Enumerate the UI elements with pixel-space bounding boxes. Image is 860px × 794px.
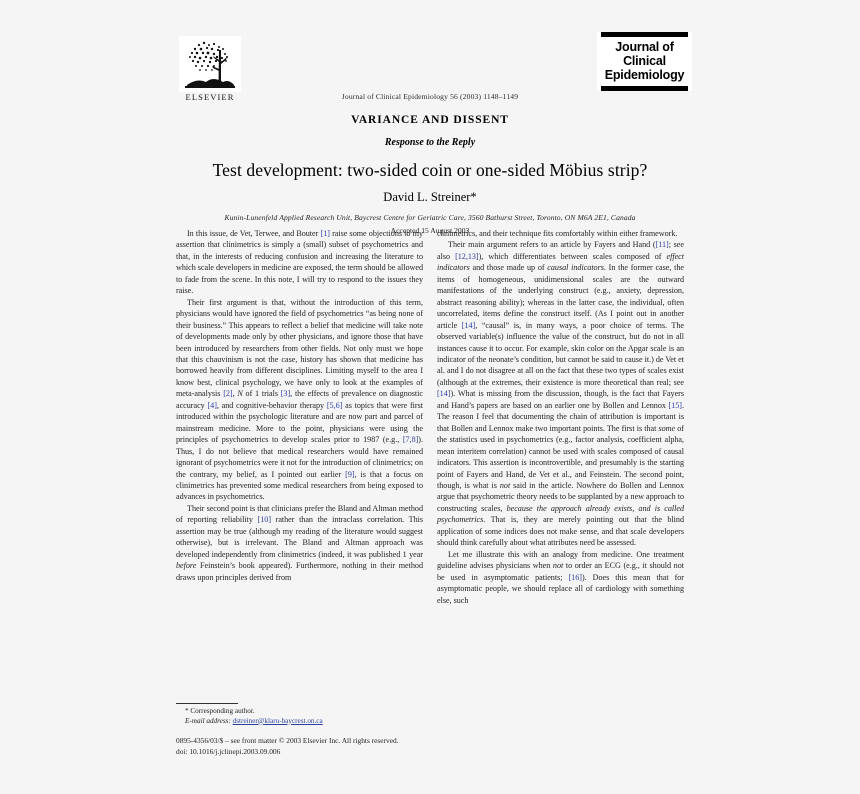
text-run: rather than the intraclass correlation. This assertion may be true (although my reading of the literature would suggest otherwise), but is irrelevant. The Bland and Altman approach was developed independently from clinimetrics (indeed, it was published 1 year [176,515,423,559]
text-run: In this issue, de Vet, Terwee, and Bouter [187,229,321,238]
citation-link[interactable]: [11] [655,240,669,250]
citation-link[interactable]: [14] [461,320,476,330]
response-subtitle: Response to the Reply [384,137,476,148]
masthead [0,0,860,108]
section-kicker: VARIANCE AND DISSENT [351,114,509,126]
text-run: ), which differentiates between scales composed of [478,251,667,261]
doi-line: doi: 10.1016/j.jclinepi.2003.09.006 [176,746,281,756]
author-affiliation: Kunin-Lunenfeld Applied Research Unit, Baycrest Centre for Geriatric Care, 3560 Bathurst Street, Toronto, ON M6A 2E1, Canada [224,212,636,222]
text-run: Their second point is that clinicians prefer the Bland and Altman method of reporting reliability [176,503,423,525]
citation-link[interactable]: [15] [668,400,682,410]
text-run: Feinstein’s book appeared). Furthermore, nothing in their method draws upon principles derived from [176,561,423,582]
italic-run: causal indicators [547,263,604,273]
journal-reference-line: Journal of Clinical Epidemiology 56 (2003) 1148–1149 [341,92,519,101]
text-run: of the statistics used in psychometrics (e.g., factor analysis, coefficient alpha, mean interitem correlation) cannot be used with scales composed of causal indicators. This assertion is incontrovertible, and presumably is the starting point of Fayers and Hand, de Vet et al., and Feinstein. The second point, though, is what is [437,423,684,490]
title-block [0,114,860,235]
paragraph [176,503,423,583]
author-name: David L. Streiner* [383,189,477,204]
left-column [176,228,423,606]
citation-link[interactable]: [1] [320,229,330,238]
text-run: clinimetrics, and their technique fits comfortably within either framework. [437,229,678,238]
citation-link[interactable]: [5,6] [326,400,343,410]
citation-link[interactable]: [10] [257,515,272,525]
accepted-date: Accepted 15 August 2003 [390,225,470,235]
text-run: . In the former case, the items of homogeneous, unidimensional scales are the outward manifestations of the underlying construct (e.g., anxiety, depression, abstract reasoning ability); whereas in the latter case, the individual, often uncorrelated, items define the construct itself. (As I point out in another article [437,263,684,330]
email-note [176,717,423,727]
text-run: , the effects of prevalence on diagnostic accuracy [176,389,423,410]
article-body [176,228,684,606]
citation-link[interactable]: [16] [568,572,582,582]
elsevier-wordmark: ELSEVIER [185,92,235,102]
text-run: said in the article. Nowhere do Bollen and Lennox argue that psychometric theory needs to be supplanted by a new approach to constructing scales, [437,480,684,513]
italic-run: because the approach already exists, and is called psychometrics [437,503,684,525]
paragraph [176,228,423,297]
citation-link[interactable]: [2] [223,389,233,399]
italic-run: some [658,423,676,433]
text-run: to order an ECG (e.g., it should not be used in asymptomatic patients; [437,561,684,582]
text-run: ). Thus, I do not believe that medical researchers would have remained ignorant of psychometrics were it not for the introduction of clinimetrics; on the contrary, my belief, as I pointed out earlier [176,435,423,479]
italic-run: N [237,389,243,399]
footnote-divider [176,703,238,704]
copyright-block [176,736,466,757]
journal-logo-text [597,37,692,84]
paragraph [437,549,684,606]
text-run: ). What is missing from the discussion, though, is the fact that Fayers and Hand’s papers are based on an earlier one by Bollen and Lennox [437,389,684,410]
text-run: Their first argument is that, without the introduction of this term, physicians would have ignored the field of psychometrics “as being none of their business.” This appears to reflect a belief that medicine will take note of developments made only by other physicians, and ignore those that have been introduced by researchers from other fields. Not only must we hope that this chauvinism is not the case, history has shown that medicine has borrowed heavily from different disciplines. Limiting myself to the area I know best, clinical psychology, we have only to look at the examples of meta-analysis [176,297,423,399]
right-column [437,228,684,606]
corresponding-author-note: * Corresponding author. [185,707,255,715]
journal-logo-line-2: Clinical [623,54,666,68]
text-run: . That is, they are merely pointing out that the blind application of some indices does not make sense, and that scale developers should think carefully about what attributes need be assessed. [437,515,684,548]
citation-link[interactable]: [3] [280,389,291,399]
citation-link[interactable]: [4] [207,400,217,410]
text-run: . The reason I feel that documenting the chain of attribution is important is that Bollen and Lennox make two important points. The first is that [437,400,684,433]
paragraph [437,228,684,239]
citation-link[interactable]: [14] [437,389,451,399]
page-title: Test development: two-sided coin or one-sided Möbius strip? [212,159,648,180]
italic-run: not [552,561,564,571]
text-run: ; see also [437,240,684,261]
paragraph [437,239,684,548]
journal-logo-line-3: Epidemiology [604,68,685,82]
text-run: Their main argument refers to an article by Fayers and Hand ( [448,240,656,250]
citation-link[interactable]: [9] [345,469,355,479]
text-run: , is that a focus on clinimetrics has prevented some medical researchers from being exposed to advances in psychometrics. [176,469,423,502]
italic-run: effect indicators [437,251,684,273]
text-run: , “causal” is, in many ways, a poor choice of terms. The observed variable(s) influence the value of the construct, but do not in all instances cause it to occur. For example, skin color on the Apgar scale is an indicator of the neonate’s condition, but cannot be said to cause it.) de Vet et al. and I do not disagree at all on the fact that these two types of scales exist (although at the extremes, their existence is more theoretical than real; see [437,320,685,387]
text-run: , [232,389,238,399]
italic-run: before [176,561,197,571]
copyright-line: 0895-4356/03/$ – see front matter © 2003 Elsevier Inc. All rights reserved. [176,736,399,745]
journal-logo-line-1: Journal of [615,40,674,54]
text-run: ). Does this mean that for asymptomatic people, we should replace all of cardiology with something else, such [437,572,684,605]
italic-run: not [499,480,511,490]
paragraph [176,297,423,503]
text-run: as topics that were first introduced within the psychologic literature and are now part and parcel of mainstream medicine. More to the point, physicians were using the principles of psychometrics to develop scales prior to 1987 (e.g., [176,400,423,445]
text-run: raise some objections to my assertion that clinimetrics is simply a (small) subset of psychometrics and that, in the interests of reducing confusion and increasing the literature to which scale developers in medicine are exposed, the term should be allowed to fade from the scene. In this note, I will try to respond to the issues they raise. [176,229,423,296]
text-run: , and cognitive-behavior therapy [216,400,327,410]
email-link[interactable]: dstreiner@klaru-baycrest.on.ca [232,716,323,725]
citation-link[interactable]: [7,8] [402,435,419,445]
text-run: and those made up of [469,263,548,273]
email-label: E-mail address: [185,716,231,725]
text-run: Let me illustrate this with an analogy from medicine. One treatment guideline advises physicians when [437,549,684,571]
elsevier-tree-icon [179,36,241,92]
journal-logo-bottom-bar [601,86,688,91]
text-run: of 1 trials [242,389,281,399]
footnote-block [176,703,423,726]
journal-logo [597,32,692,91]
citation-link[interactable]: [12,13] [455,251,479,261]
